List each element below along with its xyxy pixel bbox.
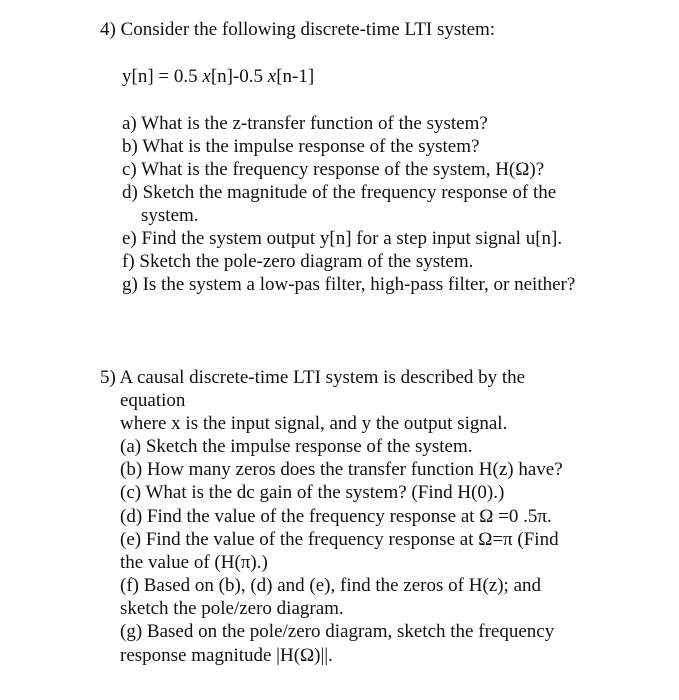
question-5e: (e) Find the value of the frequency response at Ω=π (Find — [120, 529, 559, 550]
question-5e-continued: the value of (H(π).) — [120, 552, 268, 573]
problem-5-line: where x is the input signal, and y the output signal. — [120, 413, 508, 434]
question-5d: (d) Find the value of the frequency response at Ω =0 .5π. — [120, 506, 552, 527]
equation-x2: x — [267, 66, 277, 87]
question-4d: d) Sketch the magnitude of the frequency response of the — [122, 182, 557, 203]
question-5f: (f) Based on (b), (d) and (e), find the zeros of H(z); and — [120, 575, 541, 596]
problem-5-heading: 5) A causal discrete-time LTI system is described by the — [100, 367, 526, 388]
question-4f: f) Sketch the pole-zero diagram of the system. — [122, 251, 474, 272]
equation-mid: [n]-0.5 — [210, 66, 268, 87]
system-equation — [122, 66, 314, 88]
question-5a: (a) Sketch the impulse response of the system. — [120, 436, 473, 457]
equation-lhs: y[n] = 0.5 — [122, 66, 203, 87]
equation-x1: x — [202, 66, 211, 87]
problem-5-line: equation — [120, 390, 186, 411]
question-5c: (c) What is the dc gain of the system? (Find H(0).) — [120, 482, 505, 503]
equation-rhs: [n-1] — [276, 66, 315, 87]
question-4g: g) Is the system a low-pas filter, high-pass filter, or neither? — [122, 274, 576, 295]
question-4a: a) What is the z-transfer function of the system? — [122, 113, 488, 134]
question-5f-continued: sketch the pole/zero diagram. — [120, 598, 344, 619]
question-4e: e) Find the system output y[n] for a step input signal u[n]. — [122, 228, 563, 249]
question-4b: b) What is the impulse response of the system? — [122, 136, 480, 157]
question-5g: (g) Based on the pole/zero diagram, sketch the frequency — [120, 621, 555, 642]
question-4d-continued: system. — [141, 205, 199, 226]
question-4c: c) What is the frequency response of the system, H(Ω)? — [122, 159, 545, 180]
problem-4-heading: 4) Consider the following discrete-time LTI system: — [100, 19, 496, 40]
question-5g-continued: response magnitude |H(Ω)||. — [120, 645, 333, 666]
question-5b: (b) How many zeros does the transfer function H(z) have? — [120, 459, 563, 480]
